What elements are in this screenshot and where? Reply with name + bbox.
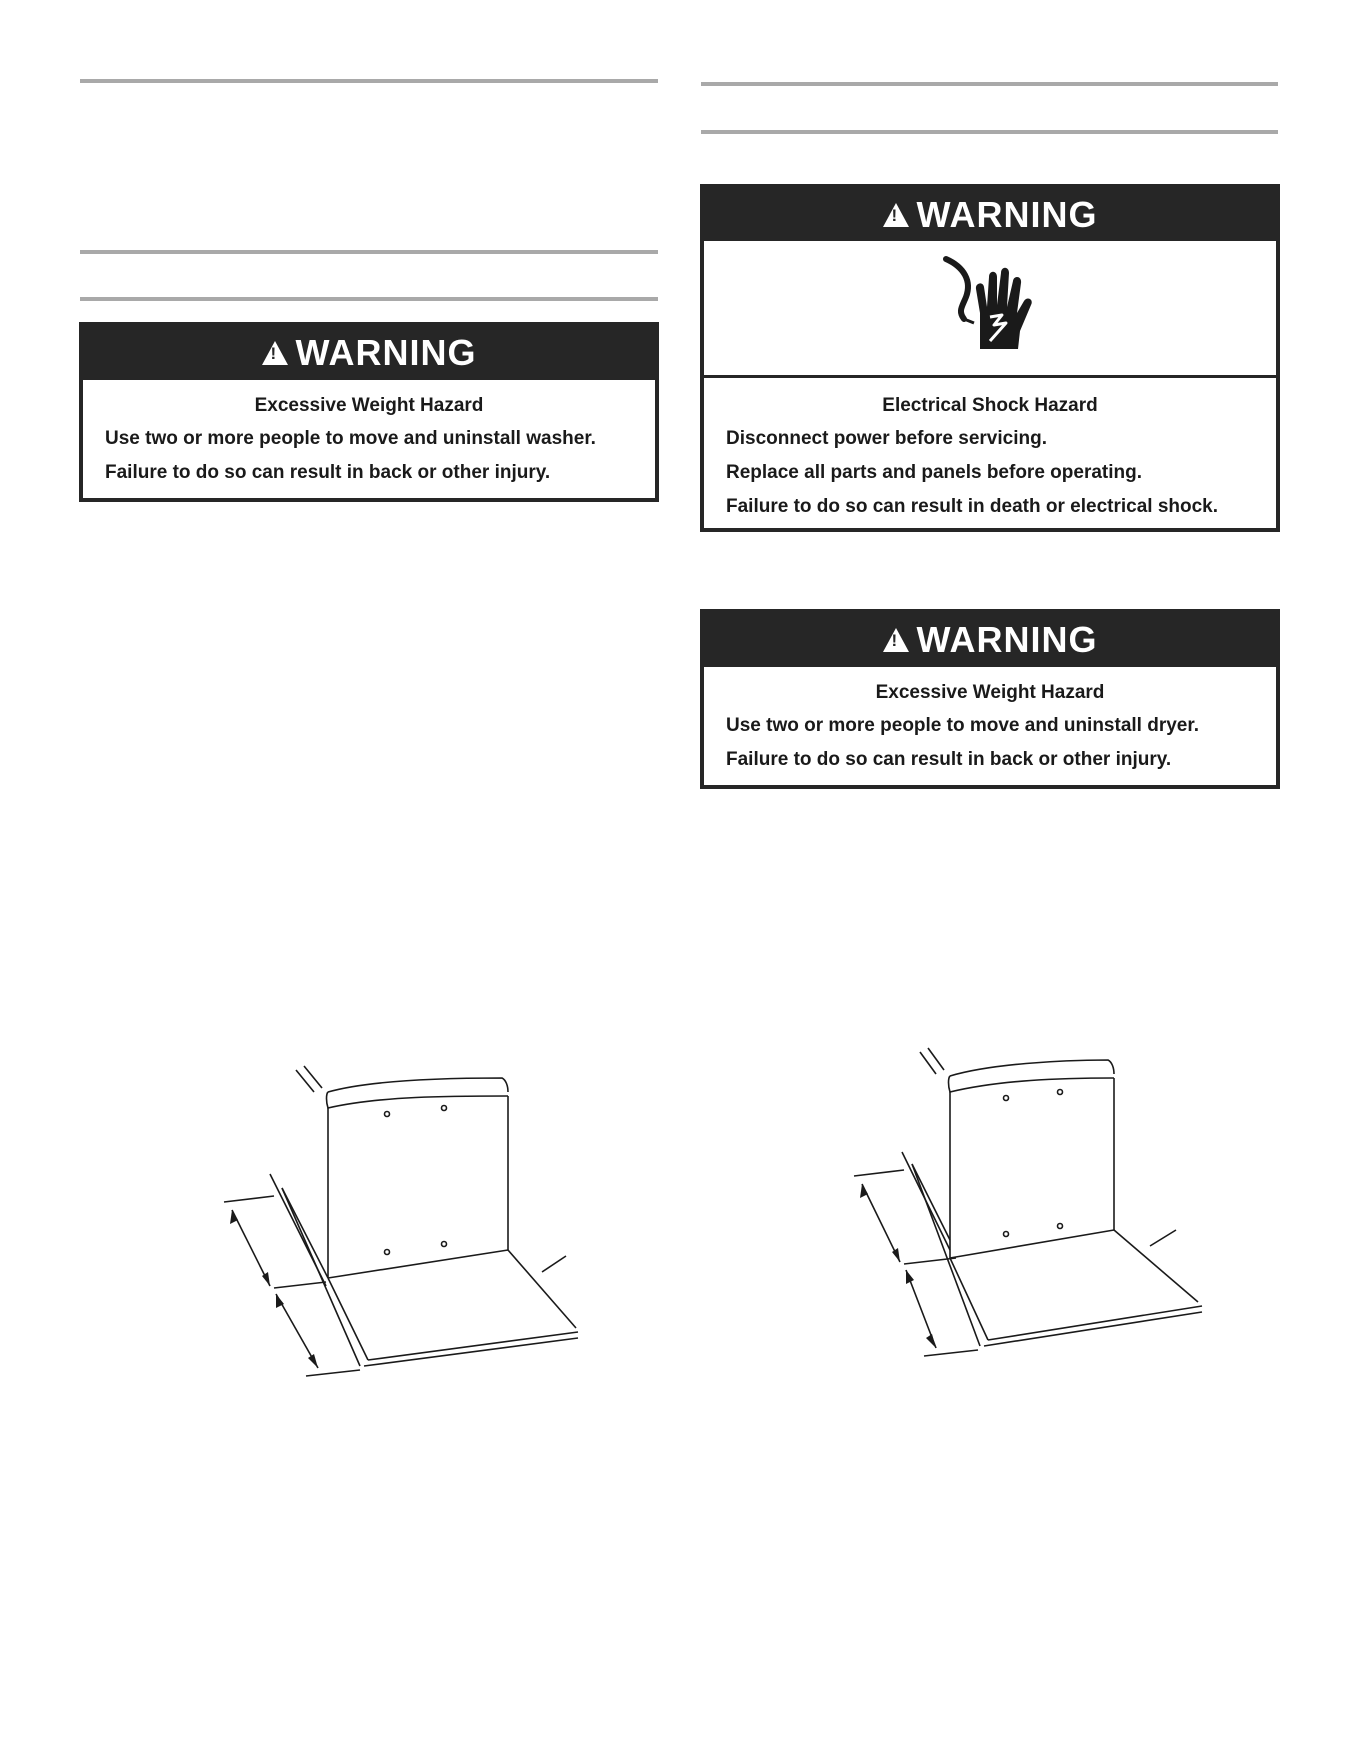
hazard-title: Excessive Weight Hazard — [875, 682, 1105, 703]
washer-weight-warning — [79, 322, 659, 502]
washer-cardboard-illustration — [210, 1050, 600, 1390]
warning-heading: WARNING — [916, 619, 1098, 660]
warning-header — [83, 326, 655, 380]
warning-heading: WARNING — [916, 193, 1098, 235]
hazard-title: Excessive Weight Hazard — [254, 395, 484, 416]
warning-line: Use two or more people to move and uninstall washer. — [105, 428, 596, 449]
electrical-shock-warning — [700, 184, 1280, 532]
warning-line: Failure to do so can result in back or other injury. — [726, 749, 1172, 770]
shock-pictogram-zone — [704, 241, 1276, 378]
warning-header — [704, 188, 1276, 241]
section-rule-lower-left — [80, 297, 658, 301]
warning-line: Failure to do so can result in death or electrical shock. — [726, 496, 1219, 517]
section-rule-mid-left — [80, 250, 658, 254]
alert-triangle-icon — [883, 628, 909, 652]
warning-heading: WARNING — [295, 332, 477, 373]
warning-line: Failure to do so can result in back or other injury. — [105, 462, 551, 483]
section-rule-top-left — [80, 79, 658, 83]
warning-header — [704, 613, 1276, 667]
alert-triangle-icon — [262, 341, 288, 365]
dryer-weight-warning — [700, 609, 1280, 789]
warning-line: Use two or more people to move and uninstall dryer. — [726, 715, 1199, 736]
warning-line: Replace all parts and panels before operating. — [726, 462, 1143, 483]
section-rule-mid-right — [701, 130, 1278, 134]
dryer-cardboard-illustration — [820, 1040, 1210, 1380]
alert-triangle-icon — [883, 203, 909, 227]
electric-shock-hand-icon — [934, 253, 1044, 363]
hazard-title: Electrical Shock Hazard — [882, 395, 1098, 416]
section-rule-top-right — [701, 82, 1278, 86]
warning-line: Disconnect power before servicing. — [726, 428, 1047, 449]
